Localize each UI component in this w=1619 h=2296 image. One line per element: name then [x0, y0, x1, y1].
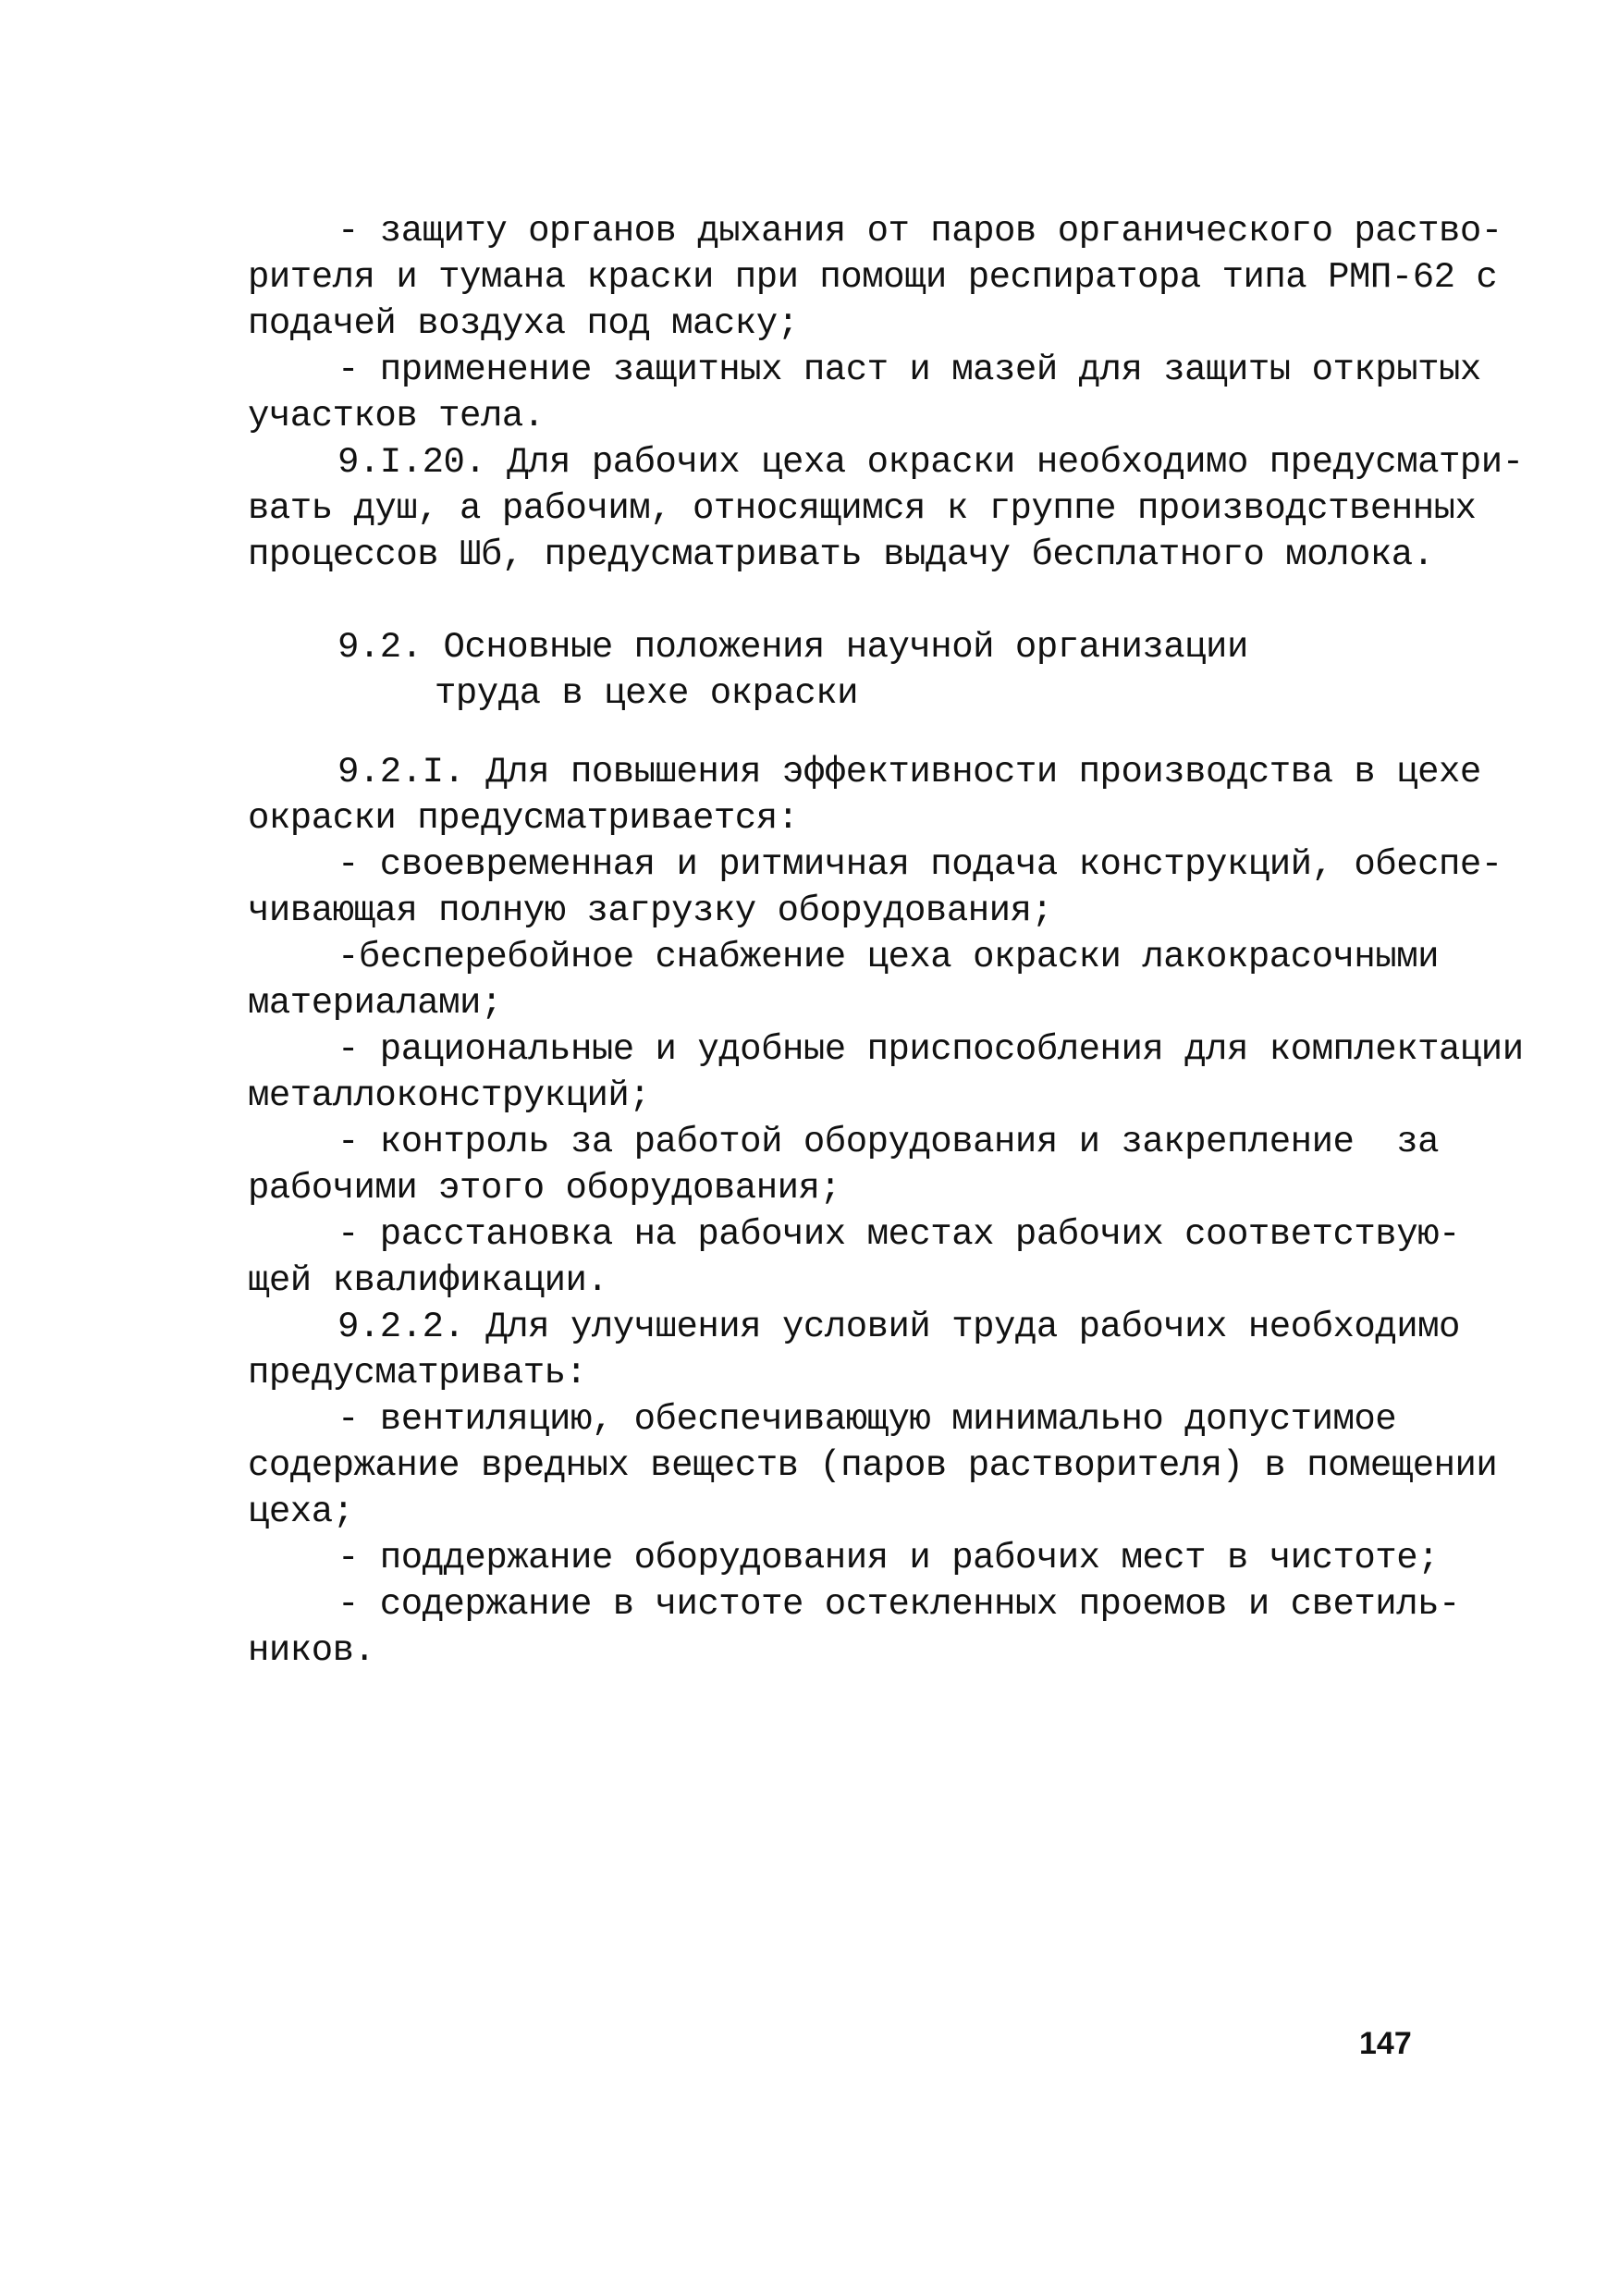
- text-line: процессов Шб, предусматривать выдачу бесплатного молока.: [248, 534, 1434, 575]
- text-line: 9.2.2. Для улучшения условий труда рабочих необходимо: [337, 1307, 1460, 1347]
- text-line: ников.: [248, 1630, 375, 1671]
- text-line: материалами;: [248, 983, 502, 1024]
- text-line: цеха;: [248, 1492, 354, 1532]
- section-heading: 9.2. Основные положения научной организации: [337, 627, 1248, 668]
- text-line: предусматривать:: [248, 1353, 587, 1394]
- text-line: 9.I.20. Для рабочих цеха окраски необходимо предусматри-: [337, 442, 1524, 483]
- text-line: - контроль за работой оборудования и закрепление за: [337, 1122, 1439, 1162]
- text-line: окраски предусматривается:: [248, 798, 799, 839]
- text-line: рителя и тумана краски при помощи респиратора типа РМП-62 с: [248, 257, 1498, 298]
- text-line: вать душ, а рабочим, относящимся к группе производственных: [248, 488, 1477, 529]
- text-line: - содержание в чистоте остекленных проемов и светиль-: [337, 1584, 1460, 1625]
- text-line: участков тела.: [248, 396, 545, 436]
- text-line: металлоконструкций;: [248, 1075, 651, 1116]
- text-line: - поддержание оборудования и рабочих мест в чистоте;: [337, 1538, 1439, 1578]
- text-line: щей квалификации.: [248, 1260, 608, 1301]
- text-line: 9.2.I. Для повышения эффективности производства в цехе: [337, 752, 1481, 792]
- text-line: - применение защитных паст и мазей для защиты открытых: [337, 350, 1481, 390]
- text-line: чивающая полную загрузку оборудования;: [248, 890, 1053, 931]
- text-line: содержание вредных веществ (паров растворителя) в помещении: [248, 1445, 1498, 1486]
- page-number: 147: [1359, 2026, 1412, 2061]
- text-line: -бесперебойное снабжение цеха окраски лакокрасочными: [337, 937, 1439, 977]
- text-line: рабочими этого оборудования;: [248, 1168, 841, 1209]
- text-line: - защиту органов дыхания от паров органического раство-: [337, 211, 1502, 252]
- section-heading-cont: труда в цехе окраски: [435, 673, 859, 714]
- text-line: - рациональные и удобные приспособления для комплектации: [337, 1029, 1524, 1070]
- text-line: - вентиляцию, обеспечивающую минимально допустимое: [337, 1399, 1397, 1440]
- text-line: подачей воздуха под маску;: [248, 303, 799, 344]
- text-line: - расстановка на рабочих местах рабочих соответствую-: [337, 1214, 1460, 1255]
- text-line: - своевременная и ритмичная подача конструкций, обеспе-: [337, 844, 1502, 885]
